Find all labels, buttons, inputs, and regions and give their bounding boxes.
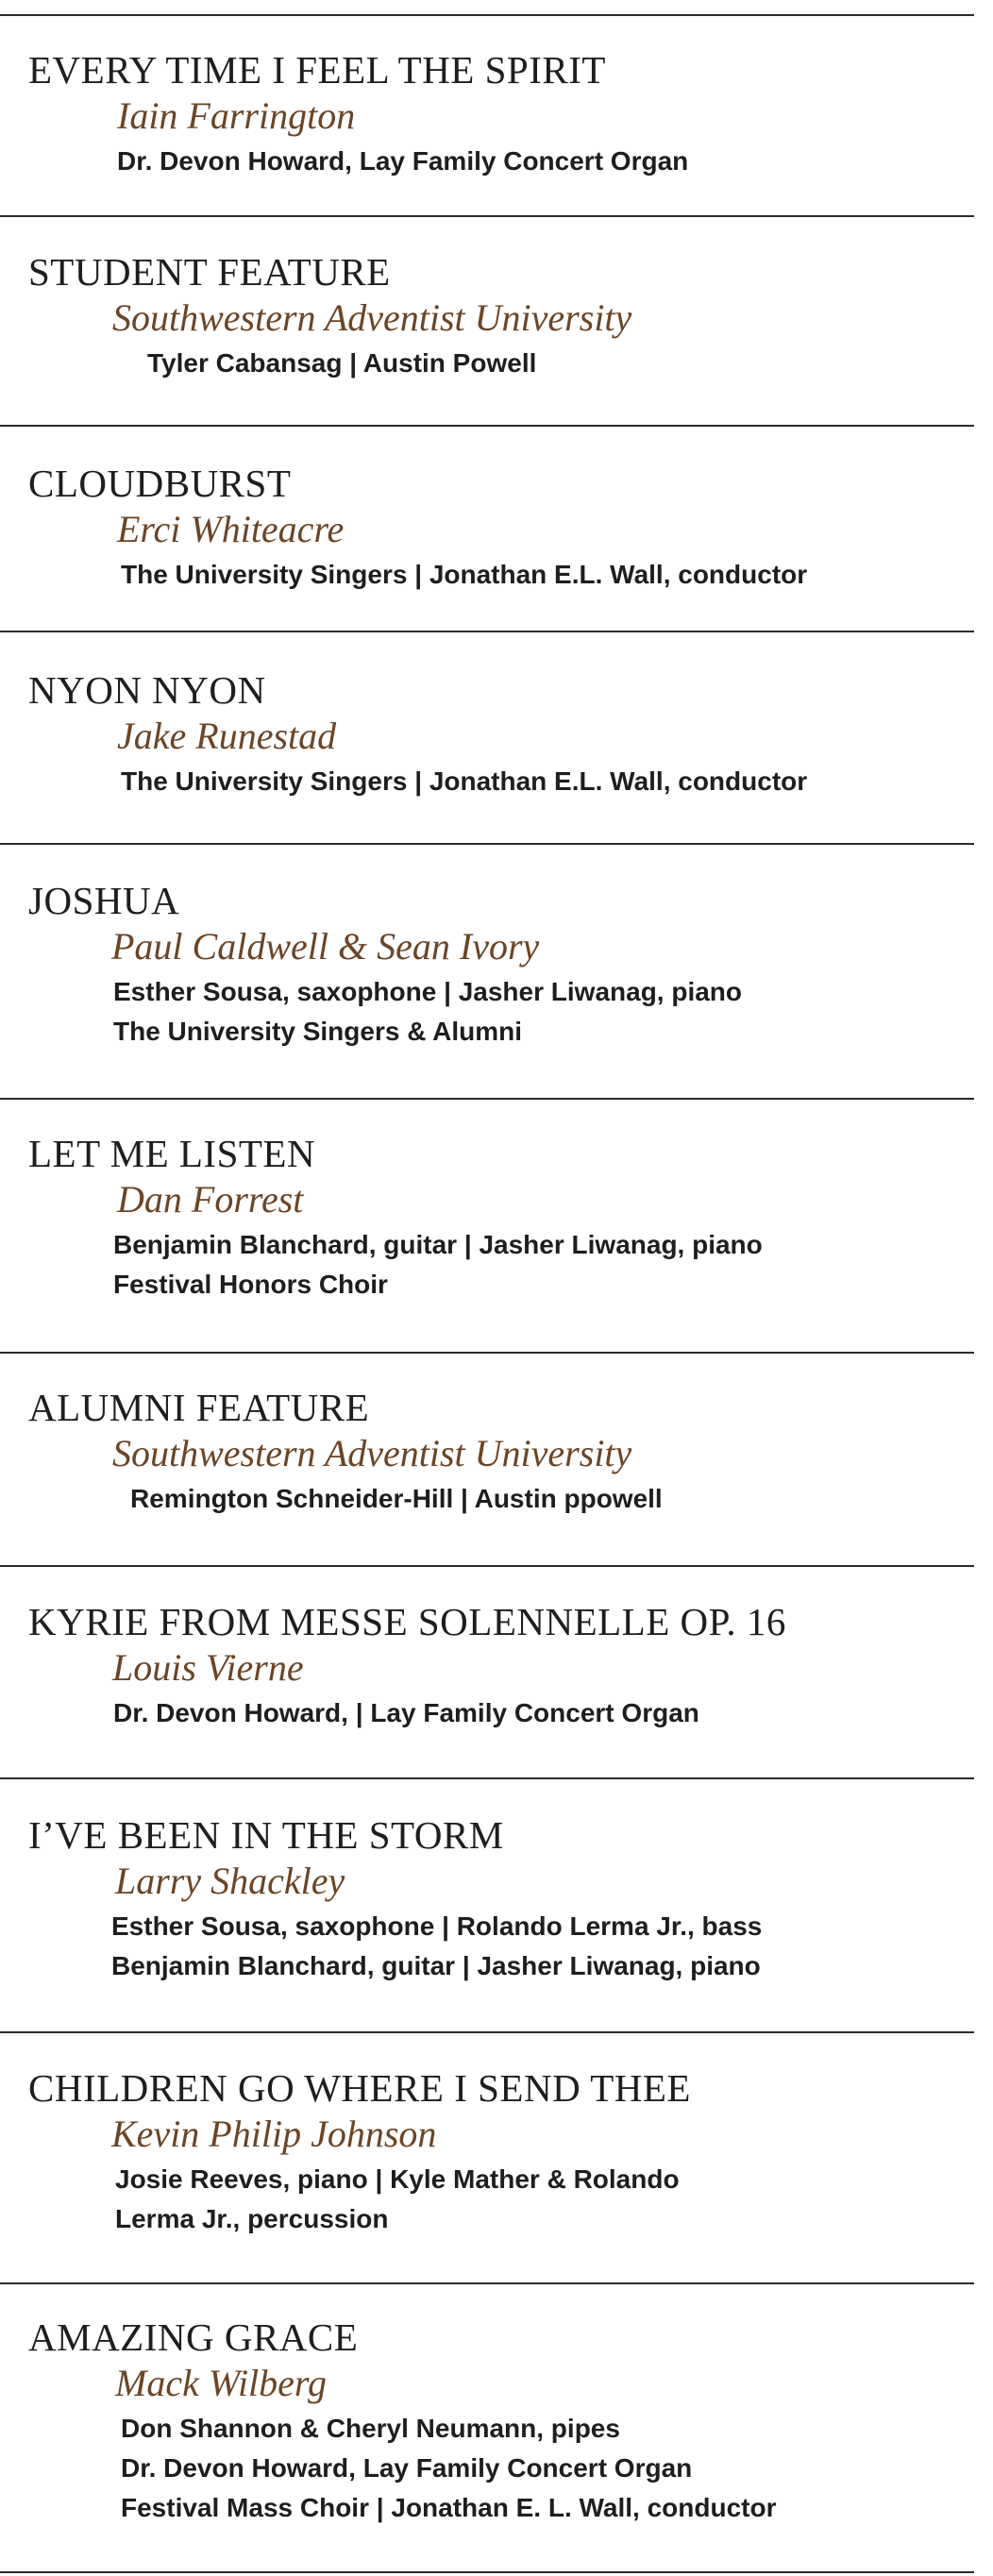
performers	[113, 1693, 699, 1733]
performers	[113, 1225, 763, 1305]
performer-line: Dr. Devon Howard, Lay Family Concert Organ	[117, 146, 689, 176]
piece-title: I’VE BEEN IN THE STORM	[28, 1813, 504, 1857]
composer-name: Iain Farrington	[117, 94, 356, 137]
performers	[121, 555, 807, 595]
performers	[111, 1907, 762, 1986]
performers	[121, 762, 807, 801]
piece-title: EVERY TIME I FEEL THE SPIRIT	[28, 48, 606, 92]
performer-line: Esther Sousa, saxophone | Rolando Lerma Jr., bass	[111, 1911, 763, 1941]
composer-name: Erci Whiteacre	[117, 508, 345, 550]
performer-line: Benjamin Blanchard, guitar | Jasher Liwanag, piano	[113, 1230, 763, 1259]
divider	[0, 1098, 974, 1100]
composer-name: Paul Caldwell & Sean Ivory	[111, 925, 540, 968]
composer-name: Larry Shackley	[115, 1860, 345, 1902]
performer-line: Tyler Cabansag | Austin Powell	[147, 348, 537, 378]
performers	[130, 1479, 663, 1519]
piece-title: STUDENT FEATURE	[28, 250, 391, 294]
performer-line: The University Singers & Alumni	[113, 1017, 523, 1046]
piece-title: AMAZING GRACE	[28, 2315, 359, 2359]
divider	[0, 2282, 974, 2284]
composer-name: Southwestern Adventist University	[112, 1432, 632, 1474]
piece-title: JOSHUA	[28, 879, 180, 922]
performer-line: Josie Reeves, piano | Kyle Mather & Rolando	[115, 2164, 680, 2194]
performer-line: Festival Honors Choir	[113, 1270, 388, 1299]
divider	[0, 425, 974, 427]
performer-line: The University Singers | Jonathan E.L. Wall, conductor	[121, 560, 808, 589]
composer-name: Kevin Philip Johnson	[111, 2113, 437, 2155]
piece-title: LET ME LISTEN	[28, 1132, 316, 1175]
performers	[117, 142, 688, 181]
divider	[0, 2571, 974, 2573]
divider	[0, 14, 974, 16]
performer-line: Don Shannon & Cheryl Neumann, pipes	[121, 2414, 620, 2443]
divider	[0, 843, 974, 845]
performer-line: Festival Mass Choir | Jonathan E. L. Wall, conductor	[121, 2493, 777, 2522]
divider	[0, 1565, 974, 1567]
performer-line: The University Singers | Jonathan E.L. Wall, conductor	[121, 766, 808, 796]
piece-title: CHILDREN GO WHERE I SEND THEE	[28, 2066, 691, 2110]
performer-line: Lerma Jr., percussion	[115, 2204, 389, 2233]
divider	[0, 215, 974, 217]
performers	[115, 2160, 680, 2239]
divider	[0, 1352, 974, 1354]
performer-line: Benjamin Blanchard, guitar | Jasher Liwanag, piano	[111, 1951, 761, 1980]
performer-line: Esther Sousa, saxophone | Jasher Liwanag, piano	[113, 977, 743, 1006]
composer-name: Mack Wilberg	[115, 2362, 328, 2404]
performer-line: Dr. Devon Howard, | Lay Family Concert Organ	[113, 1698, 699, 1727]
performers	[121, 2409, 776, 2528]
divider	[0, 1777, 974, 1779]
composer-name: Jake Runestad	[117, 715, 337, 757]
composer-name: Southwestern Adventist University	[112, 296, 632, 339]
performers	[147, 344, 536, 383]
performer-line: Dr. Devon Howard, Lay Family Concert Organ	[121, 2453, 693, 2483]
divider	[0, 2031, 974, 2033]
piece-title: KYRIE FROM MESSE SOLENNELLE OP. 16	[28, 1600, 786, 1643]
performer-line: Remington Schneider-Hill | Austin ppowell	[130, 1484, 663, 1513]
divider	[0, 631, 974, 632]
composer-name: Louis Vierne	[112, 1646, 304, 1689]
piece-title: ALUMNI FEATURE	[28, 1386, 370, 1429]
composer-name: Dan Forrest	[117, 1178, 304, 1221]
piece-title: NYON NYON	[28, 668, 266, 712]
piece-title: CLOUDBURST	[28, 462, 292, 505]
performers	[113, 972, 742, 1052]
